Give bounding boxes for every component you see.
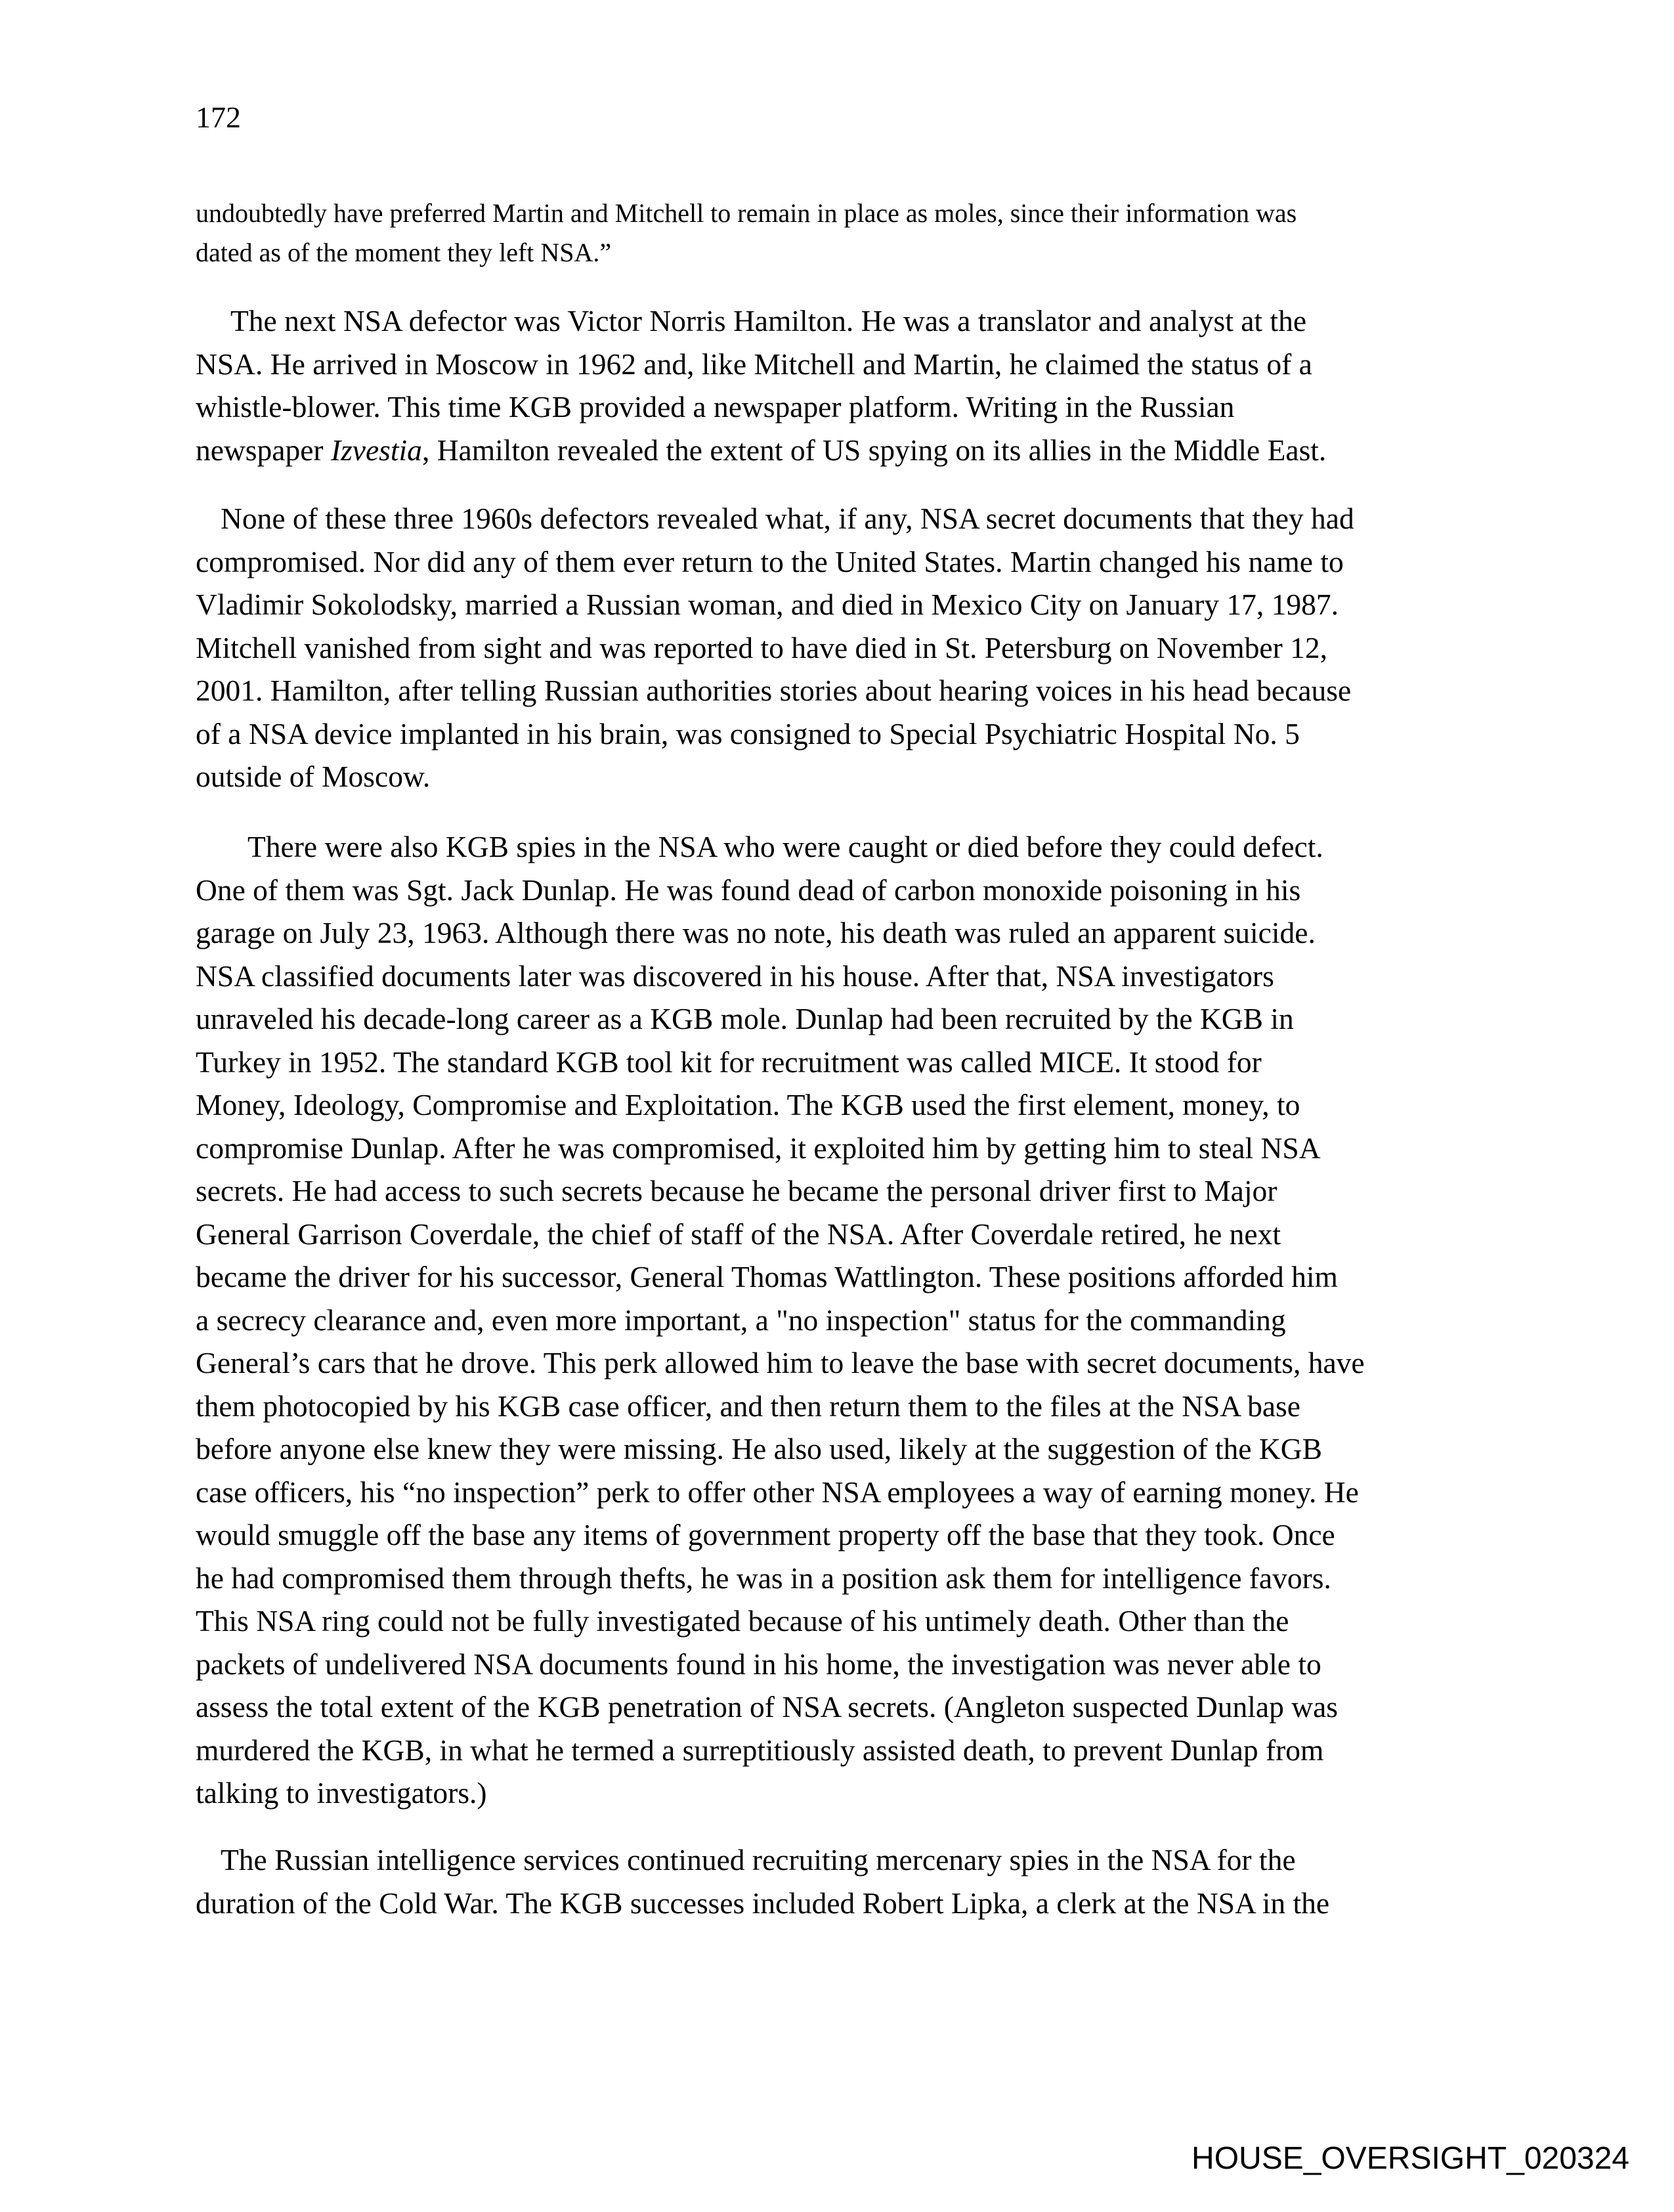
- text-line: The next NSA defector was Victor Norris Hamilton. He was a translator and analyst at the: [230, 304, 1307, 337]
- text-line: duration of the Cold War. The KGB successes included Robert Lipka, a clerk at the NSA in the: [196, 1886, 1330, 1920]
- paragraph-russian-services: [196, 1838, 1329, 1924]
- paragraph-quote-end: [196, 194, 1297, 272]
- page-number: 172: [196, 100, 241, 134]
- text-line: unraveled his decade-long career as a KGB mole. Dunlap had been recruited by the KGB in: [196, 1002, 1294, 1035]
- text-line: packets of undelivered NSA documents found in his home, the investigation was never able to: [196, 1647, 1321, 1681]
- text-line: case officers, his “no inspection” perk to offer other NSA employees a way of earning money. He: [196, 1475, 1359, 1509]
- text-line: Mitchell vanished from sight and was reported to have died in St. Petersburg on November 12,: [196, 630, 1328, 664]
- text-line: 2001. Hamilton, after telling Russian authorities stories about hearing voices in his head because: [196, 674, 1352, 707]
- text-line: [196, 429, 1326, 472]
- text-line: NSA classified documents later was discovered in his house. After that, NSA investigators: [196, 959, 1274, 993]
- text-line: outside of Moscow.: [196, 760, 431, 793]
- text-line: assess the total extent of the KGB penetration of NSA secrets. (Angleton suspected Dunlap was: [196, 1690, 1338, 1724]
- text-line: There were also KGB spies in the NSA who were caught or died before they could defect.: [247, 830, 1323, 863]
- text-line: This NSA ring could not be fully investigated because of his untimely death. Other than the: [196, 1604, 1289, 1637]
- text-line: Money, Ideology, Compromise and Exploitation. The KGB used the first element, money, to: [196, 1088, 1300, 1121]
- text-segment: newspaper: [196, 433, 331, 467]
- text-line: One of them was Sgt. Jack Dunlap. He was found dead of carbon monoxide poisoning in his: [196, 873, 1301, 907]
- text-line: he had compromised them through thefts, he was in a position ask them for intelligence favors.: [196, 1561, 1331, 1595]
- text-line: Turkey in 1952. The standard KGB tool kit for recruitment was called MICE. It stood for: [196, 1045, 1262, 1079]
- text-line: General Garrison Coverdale, the chief of staff of the NSA. After Coverdale retired, he next: [196, 1217, 1281, 1251]
- bates-number: HOUSE_OVERSIGHT_020324: [1191, 2141, 1629, 2176]
- text-line: before anyone else knew they were missing. He also used, likely at the suggestion of the KGB: [196, 1432, 1322, 1465]
- text-line: murdered the KGB, in what he termed a surreptitiously assisted death, to prevent Dunlap from: [196, 1733, 1324, 1767]
- text-line: compromise Dunlap. After he was compromised, it exploited him by getting him to steal NSA: [196, 1131, 1321, 1165]
- text-line: would smuggle off the base any items of government property off the base that they took. Once: [196, 1518, 1335, 1551]
- text-line: compromised. Nor did any of them ever return to the United States. Martin changed his name to: [196, 544, 1344, 578]
- text-line: dated as of the moment they left NSA.”: [196, 238, 612, 267]
- text-line: them photocopied by his KGB case officer, and then return them to the files at the NSA base: [196, 1389, 1300, 1423]
- text-line: garage on July 23, 1963. Although there was no note, his death was ruled an apparent suicide.: [196, 916, 1316, 949]
- text-line: Vladimir Sokolodsky, married a Russian woman, and died in Mexico City on January 17, 1987.: [196, 588, 1339, 621]
- text-line: General’s cars that he drove. This perk allowed him to leave the base with secret documents, have: [196, 1346, 1365, 1379]
- text-segment: , Hamilton revealed the extent of US spying on its allies in the Middle East.: [421, 433, 1327, 467]
- paragraph-defectors: [196, 497, 1354, 798]
- text-line: talking to investigators.): [196, 1776, 487, 1810]
- text-line: NSA. He arrived in Moscow in 1962 and, like Mitchell and Martin, he claimed the status of a: [196, 347, 1312, 381]
- paragraph-hamilton: [196, 299, 1326, 471]
- text-line: whistle-blower. This time KGB provided a newspaper platform. Writing in the Russian: [196, 390, 1235, 423]
- text-line: undoubtedly have preferred Martin and Mitchell to remain in place as moles, since their information was: [196, 198, 1297, 228]
- text-line: became the driver for his successor, General Thomas Wattlington. These positions afforded him: [196, 1260, 1338, 1293]
- text-line: The Russian intelligence services continued recruiting mercenary spies in the NSA for the: [221, 1843, 1296, 1876]
- paragraph-dunlap: [196, 825, 1365, 1815]
- text-line: a secrecy clearance and, even more important, a "no inspection" status for the commanding: [196, 1303, 1286, 1337]
- text-line: secrets. He had access to such secrets because he became the personal driver first to Major: [196, 1174, 1277, 1207]
- text-line: of a NSA device implanted in his brain, was consigned to Special Psychiatric Hospital No. 5: [196, 716, 1300, 750]
- text-line: None of these three 1960s defectors revealed what, if any, NSA secret documents that they had: [221, 502, 1354, 535]
- newspaper-title: Izvestia: [330, 433, 422, 467]
